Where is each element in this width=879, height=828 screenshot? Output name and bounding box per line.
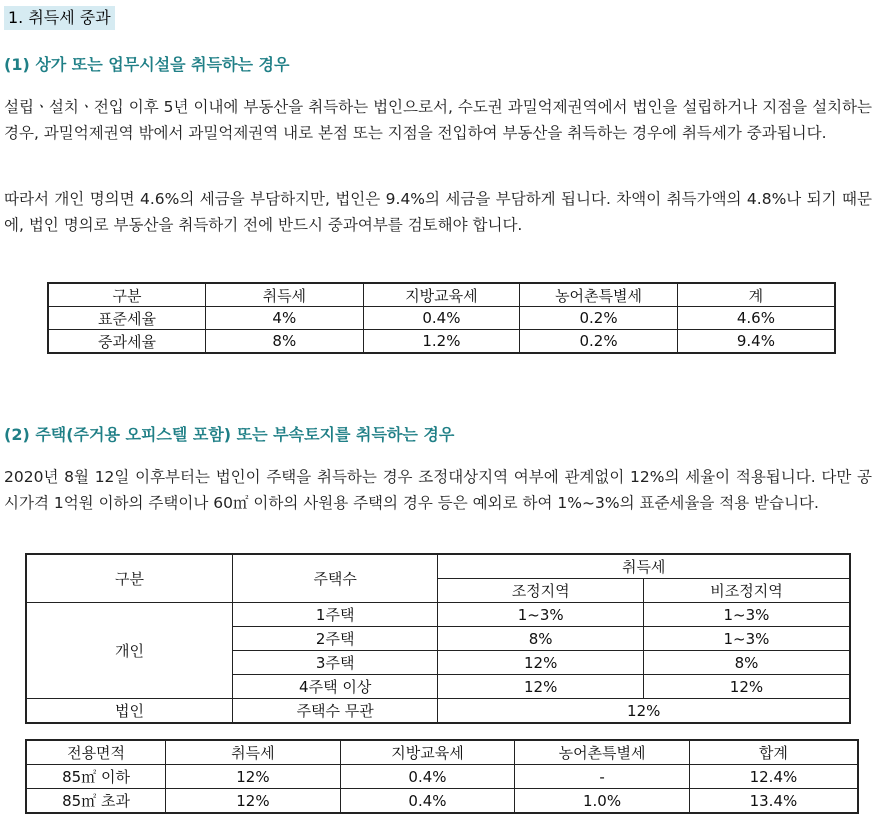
table-cell: 1~3%	[643, 603, 850, 627]
table-cell: 0.4%	[363, 307, 520, 330]
table-cell: 0.2%	[520, 307, 678, 330]
table-cell: 8%	[643, 651, 850, 675]
header-cell: 주택수	[232, 554, 437, 603]
table-header-row	[48, 283, 835, 307]
table-row	[26, 699, 850, 724]
table-cell: 8%	[438, 627, 644, 651]
table-cell: 표준세율	[48, 307, 206, 330]
table-row	[26, 765, 858, 789]
area-tax-table	[25, 739, 859, 814]
table-cell: 12.4%	[689, 765, 858, 789]
table-cell: 1~3%	[643, 627, 850, 651]
table-cell: 0.4%	[340, 789, 515, 814]
header-cell: 지방교육세	[363, 283, 520, 307]
table-cell: -	[515, 765, 690, 789]
table-cell: 0.4%	[340, 765, 515, 789]
table-row	[48, 307, 835, 330]
table-cell: 법인	[26, 699, 232, 724]
table-header-row	[26, 554, 850, 579]
header-cell: 구분	[48, 283, 206, 307]
table-cell: 12%	[166, 789, 341, 814]
table-row	[48, 330, 835, 354]
header-cell: 합계	[689, 740, 858, 765]
header-cell: 조정지역	[438, 579, 644, 603]
header-cell: 농어촌특별세	[515, 740, 690, 765]
commercial-tax-table	[47, 282, 836, 354]
header-cell: 계	[677, 283, 835, 307]
subsection-title-housing: (2) 주택(주거용 오피스텔 포함) 또는 부속토지를 취득하는 경우	[4, 425, 455, 444]
table-cell: 4.6%	[677, 307, 835, 330]
header-cell: 구분	[26, 554, 232, 603]
table-cell: 9.4%	[677, 330, 835, 354]
table-cell: 13.4%	[689, 789, 858, 814]
table-cell: 12%	[438, 699, 850, 724]
table-cell: 3주택	[232, 651, 437, 675]
header-cell: 지방교육세	[340, 740, 515, 765]
table-cell: 12%	[438, 651, 644, 675]
table-cell: 0.2%	[520, 330, 678, 354]
header-cell: 취득세	[166, 740, 341, 765]
subsection-title-commercial: (1) 상가 또는 업무시설을 취득하는 경우	[4, 55, 290, 74]
table-header-row	[26, 740, 858, 765]
header-cell: 취득세	[438, 554, 850, 579]
table-cell: 4주택 이상	[232, 675, 437, 699]
table-cell: 1주택	[232, 603, 437, 627]
header-cell: 비조정지역	[643, 579, 850, 603]
table-row	[26, 603, 850, 627]
table-cell: 2주택	[232, 627, 437, 651]
table-row	[26, 789, 858, 814]
table-cell: 85㎡ 이하	[26, 765, 166, 789]
header-cell: 전용면적	[26, 740, 166, 765]
table-cell: 주택수 무관	[232, 699, 437, 724]
table-cell: 12%	[166, 765, 341, 789]
table-cell: 12%	[643, 675, 850, 699]
table-cell: 12%	[438, 675, 644, 699]
table-cell: 1.2%	[363, 330, 520, 354]
paragraph-housing-rate: 2020년 8월 12일 이후부터는 법인이 주택을 취득하는 경우 조정대상지역 여부에 관계없이 12%의 세율이 적용됩니다. 다만 공시가격 1억원 이하의 주택이나 60㎡ 이하의 사원용 주택의 경우 등은 예외로 하여 1%~3%의 표준세율을 적용 받습니다.	[4, 468, 872, 512]
table-cell: 8%	[206, 330, 364, 354]
housing-tax-table	[25, 553, 851, 724]
table-cell: 4%	[206, 307, 364, 330]
paragraph-surcharge-conditions: 설립ㆍ설치ㆍ전입 이후 5년 이내에 부동산을 취득하는 법인으로서, 수도권 과밀억제권역에서 법인을 설립하거나 지점을 설치하는 경우, 과밀억제권역 밖에서 과밀억제권역 내로 본점 또는 지점을 전입하여 부동산을 취득하는 경우에 취득세가 중과됩니다.	[4, 98, 872, 142]
section-heading: 1. 취득세 중과	[4, 6, 115, 30]
table-cell: 1.0%	[515, 789, 690, 814]
table-cell: 중과세율	[48, 330, 206, 354]
table-cell: 1~3%	[438, 603, 644, 627]
table-cell: 85㎡ 초과	[26, 789, 166, 814]
table-cell: 개인	[26, 603, 232, 699]
header-cell: 농어촌특별세	[520, 283, 678, 307]
header-cell: 취득세	[206, 283, 364, 307]
paragraph-tax-difference: 따라서 개인 명의면 4.6%의 세금을 부담하지만, 법인은 9.4%의 세금을 부담하게 됩니다. 차액이 취득가액의 4.8%나 되기 때문에, 법인 명의로 부동산을 취득하기 전에 반드시 중과여부를 검토해야 합니다.	[4, 190, 872, 234]
